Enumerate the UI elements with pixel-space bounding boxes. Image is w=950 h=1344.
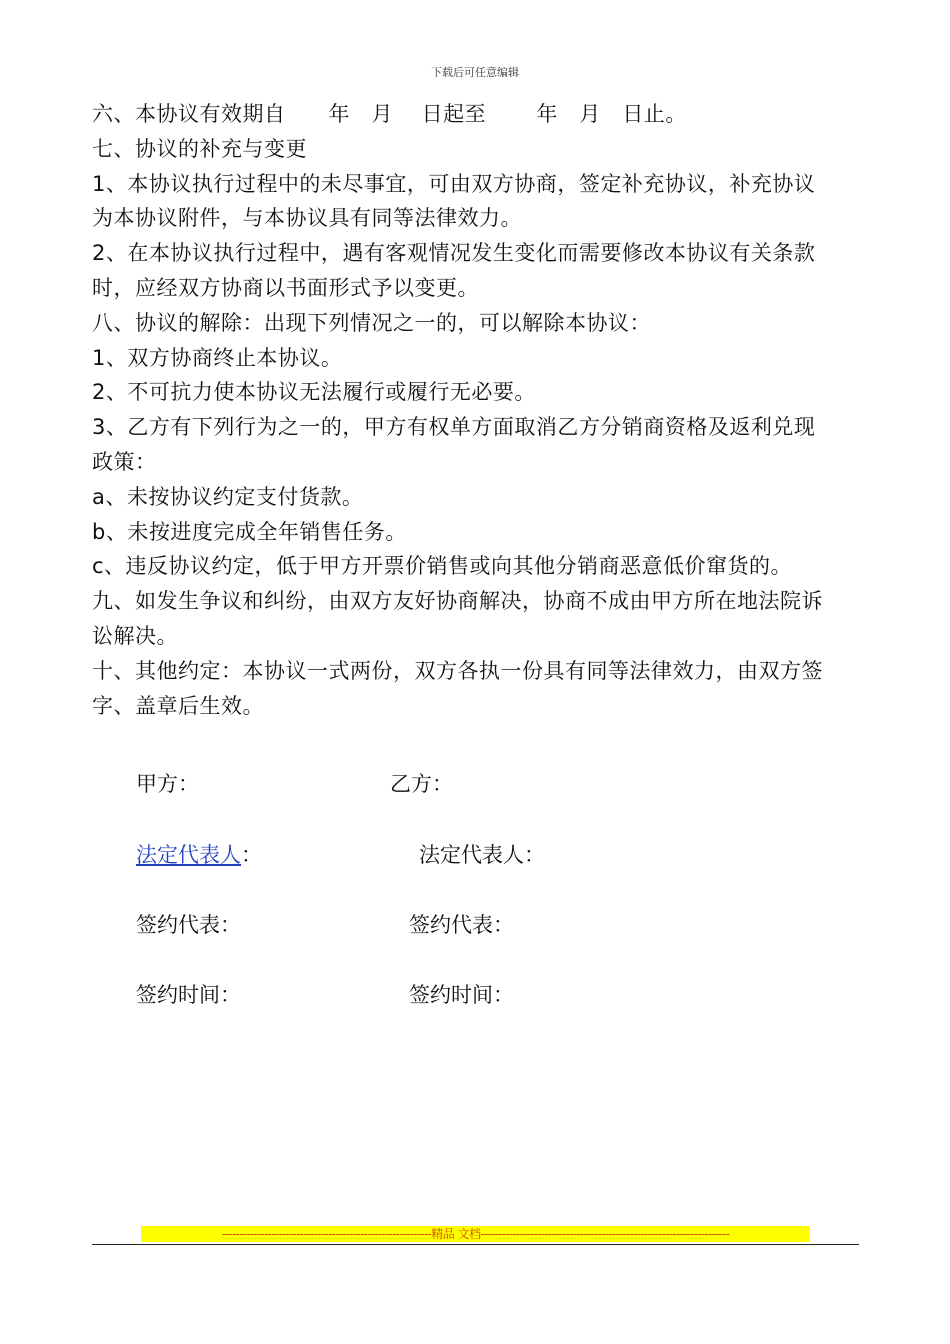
sign-time-a: 签约时间： <box>136 983 241 1007</box>
legal-rep-a <box>136 839 262 869</box>
clause-10-line-1: 十、其他约定：本协议一式两份，双方各执一份具有同等法律效力，由双方签 <box>92 658 823 683</box>
clause-6-validity: 六、本协议有效期自 年 月 日起至 年 月 日止。 <box>92 102 687 126</box>
clause-8-item-3-line-2: 政策： <box>92 449 157 474</box>
clause-7-item-1-line-2: 为本协议附件，与本协议具有同等法律效力。 <box>92 206 522 231</box>
party-a-label: 甲方： <box>136 772 199 796</box>
page-header: 下载后可任意编辑 <box>431 66 519 79</box>
legal-rep-a-colon: ： <box>241 843 262 867</box>
clause-9-line-2: 讼解决。 <box>92 623 178 648</box>
legal-rep-b: 法定代表人： <box>419 843 545 867</box>
agreement-body <box>92 97 862 723</box>
party-b-label: 乙方： <box>390 772 453 796</box>
clause-7-item-1-line-1: 1、本协议执行过程中的未尽事宜，可由双方协商，签定补充协议，补充协议 <box>92 171 816 196</box>
footer-banner: -----------------------------------------------------------精品 文档---------------------------------------------------------------------- <box>141 1226 810 1242</box>
clause-8-heading: 八、协议的解除：出现下列情况之一的，可以解除本协议： <box>92 310 651 335</box>
clause-9-line-1: 九、如发生争议和纠纷，由双方友好协商解决，协商不成由甲方所在地法院诉 <box>92 589 823 614</box>
sign-rep-a: 签约代表： <box>136 913 241 937</box>
legal-rep-a-link[interactable]: 法定代表人 <box>136 843 241 867</box>
clause-8-item-3a: a、未按协议约定支付货款。 <box>92 484 364 509</box>
clause-7-item-2-line-1: 2、在本协议执行过程中，遇有客观情况发生变化而需要修改本协议有关条款 <box>92 241 816 266</box>
footer-divider <box>92 1244 859 1245</box>
clause-8-item-3b: b、未按进度完成全年销售任务。 <box>92 519 407 544</box>
clause-8-item-2: 2、不可抗力使本协议无法履行或履行无必要。 <box>92 380 536 405</box>
clause-10-line-2: 字、盖章后生效。 <box>92 693 264 718</box>
sign-time-b: 签约时间： <box>409 983 514 1007</box>
clause-7-heading: 七、协议的补充与变更 <box>92 136 307 161</box>
clause-7-item-2-line-2: 时，应经双方协商以书面形式予以变更。 <box>92 275 479 300</box>
clause-8-item-1: 1、双方协商终止本协议。 <box>92 345 343 370</box>
clause-8-item-3c: c、违反协议约定，低于甲方开票价销售或向其他分销商恶意低价窜货的。 <box>92 554 793 579</box>
sign-rep-b: 签约代表： <box>409 913 514 937</box>
clause-8-item-3-line-1: 3、乙方有下列行为之一的，甲方有权单方面取消乙方分销商资格及返利兑现 <box>92 415 816 440</box>
